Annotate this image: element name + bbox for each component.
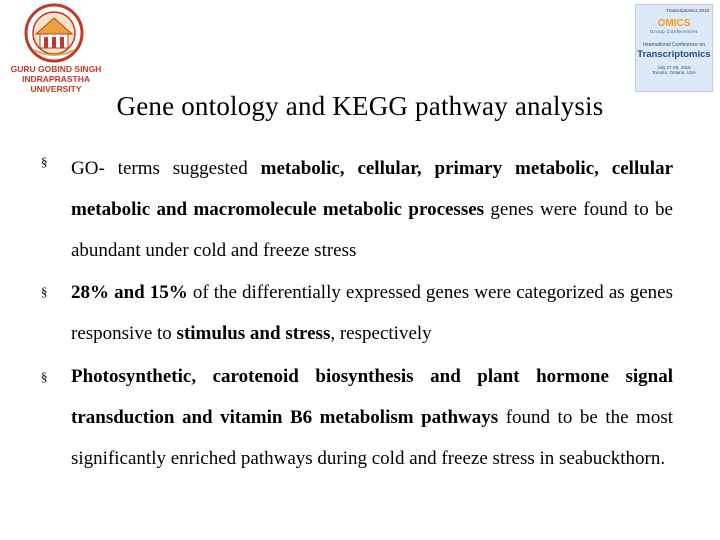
bold-text-run: 28% and 15% xyxy=(71,282,188,303)
poster-location: Toronto, Ontario, USA xyxy=(651,70,697,75)
slide-title: Gene ontology and KEGG pathway analysis xyxy=(116,91,604,121)
bold-text-run: stimulus and stress xyxy=(176,323,331,344)
poster-event-line: International Conference on xyxy=(643,42,705,48)
poster-brand-sub: Group Conferences xyxy=(650,29,698,34)
bullet-icon: § xyxy=(41,369,48,384)
text-run: GO- terms suggested xyxy=(71,158,261,179)
text-run: genes were found to be abundant under cold and freeze stress xyxy=(71,199,673,261)
poster-top-text: Transcriptomics 2015 xyxy=(666,8,709,13)
text-run: found to be the most significantly enriched pathways during cold and freeze stress in seabuckthorn. xyxy=(71,407,674,469)
bullet-icon: § xyxy=(41,284,48,299)
text-run: of the differentially expressed genes were categorized as genes responsive to xyxy=(71,282,673,344)
bullet-icon: § xyxy=(41,154,48,169)
bullet-point-2 xyxy=(71,272,673,354)
bold-text-run: Photosynthetic, carotenoid biosynthesis and plant hormone signal transduction and vitamin B6 metabolism pathways xyxy=(71,366,673,428)
bullet-point-3 xyxy=(71,356,673,479)
conference-poster xyxy=(635,4,713,92)
university-logo xyxy=(4,2,104,94)
university-name-line2: INDRAPRASTHA xyxy=(22,74,90,84)
university-emblem-icon xyxy=(4,2,104,66)
poster-event-name: Transcriptomics xyxy=(637,49,711,60)
text-run: , respectively xyxy=(330,323,432,344)
bullet-point-1 xyxy=(71,148,673,271)
bold-text-run: metabolic, cellular, primary metabolic, cellular metabolic and macromolecule metabolic processes xyxy=(71,158,673,220)
poster-dates: July 27-29, 2015 xyxy=(657,65,691,70)
university-name-line1: GURU GOBIND SINGH xyxy=(10,64,102,74)
university-name-line3: UNIVERSITY xyxy=(30,84,82,94)
poster-brand: OMICS xyxy=(657,18,691,29)
